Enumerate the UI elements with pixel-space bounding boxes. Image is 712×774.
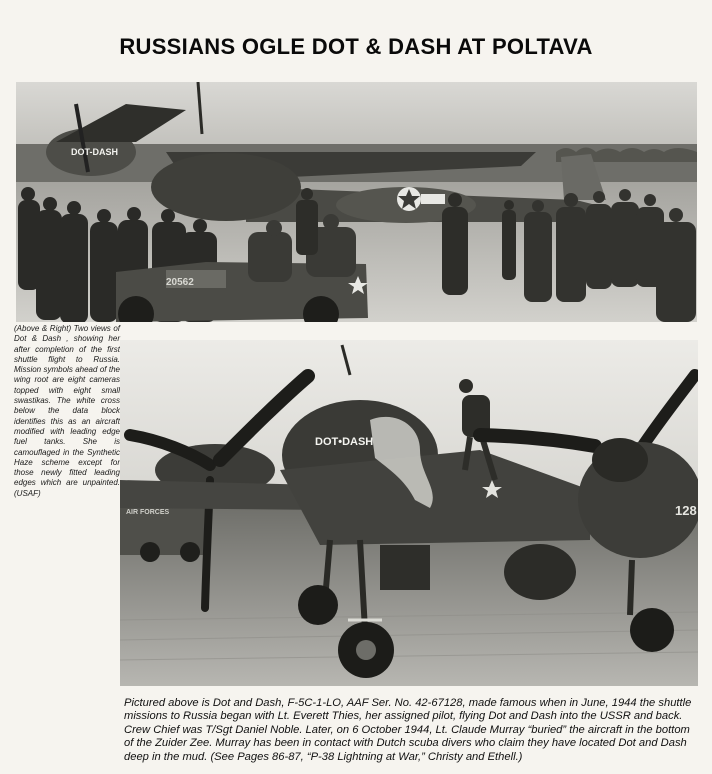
bottom-nose-art-text: DOT•DASH	[315, 436, 374, 448]
photo-bottom-aircraft-closeup	[120, 340, 698, 686]
top-nose-art-text: DOT-DASH	[71, 147, 118, 157]
photo-bottom-drawing	[120, 340, 698, 686]
bottom-caption: Pictured above is Dot and Dash, F-5C-1-LO, AAF Ser. No. 42-67128, made famous when in June, 1944 the shuttle missions to Russia began with Lt. Everett Thies, her assigned pilot, flying Dot and Dash into the USSR and back. Crew Chief was T/Sgt Daniel Noble. Later, on 6 October 1944, Lt. Claude Murray “buried” the aircraft in the bottom of the Zuider Zee. Murray has been in contact with Dutch scuba divers who claim they have located Dot and Dash deep in the mud. (See Pages 86-87, “P-38 Lightning at War,” Christy and Ethell.)	[124, 697, 692, 763]
tail-number-text: 128	[675, 503, 697, 518]
page-title: RUSSIANS OGLE DOT & DASH AT POLTAVA	[119, 34, 593, 59]
photo-top-drawing	[16, 82, 697, 322]
truck-text: AIR FORCES	[126, 509, 170, 516]
top-jeep-number: 20562	[166, 277, 194, 288]
photo-top-aircraft-crowd	[16, 82, 697, 322]
side-caption: (Above & Right) Two views of Dot & Dash , showing her after completion of the first shuttle flight to Russia. Mission symbols ahead of the wing root are eight cameras topped with eight small swastikas. The white cross below the data block identifies this as an aircraft modified with leading edge fuel tanks. She is camouflaged in the Synthetic Haze scheme except for those newly fitted leading edges which are unpainted. (USAF)	[14, 324, 120, 498]
